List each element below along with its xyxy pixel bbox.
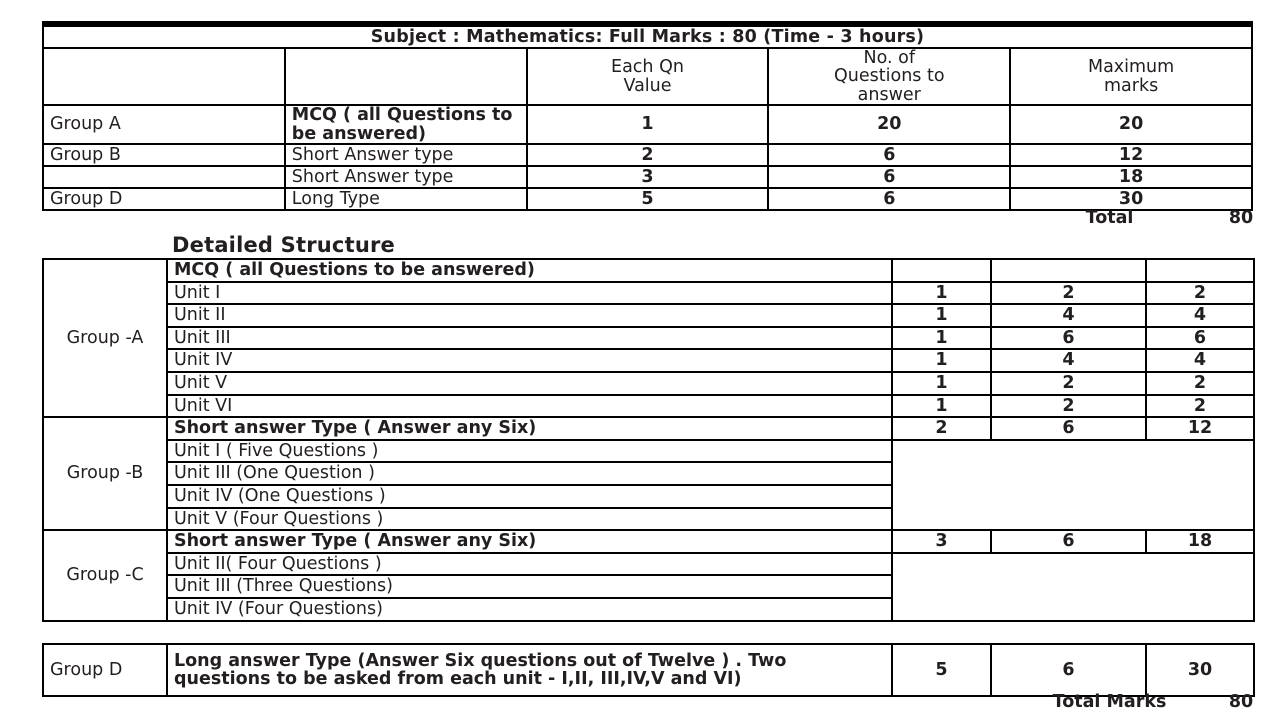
row-each-qn-value: 3 xyxy=(527,166,769,188)
row-each-qn-value: 1 xyxy=(892,395,991,418)
table-row xyxy=(43,144,1252,166)
summary-total-label: Total xyxy=(1085,208,1134,228)
row-maximum-marks: 18 xyxy=(1010,166,1252,188)
row-no-of-questions xyxy=(991,259,1146,282)
group-d-description-line2: questions to be asked from each unit - I,II, III,IV,V and VI) xyxy=(174,669,742,689)
row-description: MCQ ( all Questions to be answered) xyxy=(285,105,527,144)
group-d-maximum-marks: 30 xyxy=(1146,644,1254,696)
row-description: Unit V (Four Questions ) xyxy=(167,508,892,531)
row-each-qn-value: 3 xyxy=(892,530,991,553)
header-no-of-questions-line2: Questions to xyxy=(834,66,945,87)
row-maximum-marks xyxy=(1146,259,1254,282)
row-maximum-marks: 18 xyxy=(1146,530,1254,553)
table-row xyxy=(43,644,1254,696)
header-maximum-marks-line1: Maximum xyxy=(1087,57,1175,78)
table-row xyxy=(43,105,1252,144)
row-maximum-marks: 30 xyxy=(1010,188,1252,210)
row-description: Short answer Type ( Answer any Six) xyxy=(167,417,892,440)
group-d-description-line1: Long answer Type (Answer Six questions out of Twelve ) . Two xyxy=(174,650,787,671)
group-d-description xyxy=(167,644,892,696)
summary-total-value: 80 xyxy=(1228,208,1254,228)
group-b-blank-cell xyxy=(892,440,1254,530)
header-each-qn-value xyxy=(527,48,769,105)
table-row xyxy=(43,372,1254,395)
header-no-of-questions-line3: answer xyxy=(857,84,921,105)
table-row xyxy=(43,530,1254,553)
row-no-of-questions: 6 xyxy=(991,417,1146,440)
detailed-structure-table-body xyxy=(43,259,1254,621)
group-d-no-of-questions: 6 xyxy=(991,644,1146,696)
table-row xyxy=(43,304,1254,327)
row-each-qn-value: 1 xyxy=(527,105,769,144)
table-row xyxy=(43,188,1252,210)
row-description: Short Answer type xyxy=(285,166,527,188)
row-each-qn-value: 1 xyxy=(892,282,991,305)
row-maximum-marks: 2 xyxy=(1146,282,1254,305)
row-each-qn-value xyxy=(892,259,991,282)
row-no-of-questions: 6 xyxy=(991,327,1146,350)
row-no-of-questions: 6 xyxy=(768,144,1010,166)
row-description: Unit II( Four Questions ) xyxy=(167,553,892,576)
table-row xyxy=(43,327,1254,350)
row-maximum-marks: 4 xyxy=(1146,349,1254,372)
row-each-qn-value: 5 xyxy=(527,188,769,210)
row-no-of-questions: 4 xyxy=(991,304,1146,327)
column-header-row xyxy=(43,48,1252,105)
header-maximum-marks xyxy=(1010,48,1252,105)
grand-total-value: 80 xyxy=(1228,692,1254,712)
group-d-label: Group D xyxy=(43,644,167,696)
group-d-table xyxy=(42,643,1255,697)
row-no-of-questions: 6 xyxy=(768,166,1010,188)
row-no-of-questions: 2 xyxy=(991,282,1146,305)
table-row xyxy=(43,166,1252,188)
table-row xyxy=(43,417,1254,440)
row-each-qn-value: 2 xyxy=(527,144,769,166)
row-description: Unit IV xyxy=(167,349,892,372)
row-each-qn-value: 1 xyxy=(892,349,991,372)
header-group-blank xyxy=(43,48,285,105)
row-group-label xyxy=(43,166,285,188)
row-description: Unit II xyxy=(167,304,892,327)
row-maximum-marks: 2 xyxy=(1146,395,1254,418)
group-c-blank-cell xyxy=(892,553,1254,621)
row-description: Unit III xyxy=(167,327,892,350)
header-each-qn-value-line2: Value xyxy=(623,75,672,96)
header-no-of-questions-line1: No. of xyxy=(863,48,916,68)
row-description: Short Answer type xyxy=(285,144,527,166)
row-description: Unit V xyxy=(167,372,892,395)
row-each-qn-value: 1 xyxy=(892,372,991,395)
row-description: Long Type xyxy=(285,188,527,210)
row-description: MCQ ( all Questions to be answered) xyxy=(167,259,892,282)
row-each-qn-value: 1 xyxy=(892,327,991,350)
row-group-label: Group -C xyxy=(43,530,167,620)
row-no-of-questions: 4 xyxy=(991,349,1146,372)
row-group-label: Group A xyxy=(43,105,285,144)
detailed-structure-table xyxy=(42,258,1255,622)
group-d-each-qn-value: 5 xyxy=(892,644,991,696)
header-description-blank xyxy=(285,48,527,105)
summary-total-row xyxy=(42,208,1253,230)
row-description: Unit III (One Question ) xyxy=(167,462,892,485)
table-row xyxy=(43,282,1254,305)
row-description: Unit VI xyxy=(167,395,892,418)
row-group-label: Group B xyxy=(43,144,285,166)
row-maximum-marks: 12 xyxy=(1010,144,1252,166)
row-each-qn-value: 2 xyxy=(892,417,991,440)
detailed-structure-heading: Detailed Structure xyxy=(172,233,395,257)
row-description: Unit III (Three Questions) xyxy=(167,575,892,598)
row-no-of-questions: 2 xyxy=(991,395,1146,418)
row-group-label: Group D xyxy=(43,188,285,210)
table-row xyxy=(43,440,1254,463)
row-description: Unit IV (One Questions ) xyxy=(167,485,892,508)
summary-table xyxy=(42,25,1253,211)
header-each-qn-value-line1: Each Qn xyxy=(611,57,684,78)
subject-title: Subject : Mathematics: Full Marks : 80 (Time - 3 hours) xyxy=(43,26,1252,48)
row-maximum-marks: 12 xyxy=(1146,417,1254,440)
row-maximum-marks: 20 xyxy=(1010,105,1252,144)
row-description: Unit I ( Five Questions ) xyxy=(167,440,892,463)
row-no-of-questions: 20 xyxy=(768,105,1010,144)
summary-table-body xyxy=(43,105,1252,210)
row-no-of-questions: 6 xyxy=(991,530,1146,553)
row-maximum-marks: 6 xyxy=(1146,327,1254,350)
row-description: Unit IV (Four Questions) xyxy=(167,598,892,621)
row-no-of-questions: 6 xyxy=(768,188,1010,210)
grand-total-row xyxy=(42,692,1253,714)
row-description: Short answer Type ( Answer any Six) xyxy=(167,530,892,553)
grand-total-label: Total Marks xyxy=(1052,692,1167,712)
table-row xyxy=(43,349,1254,372)
title-row xyxy=(43,26,1252,48)
row-group-label: Group -B xyxy=(43,417,167,530)
row-no-of-questions: 2 xyxy=(991,372,1146,395)
row-description: Unit I xyxy=(167,282,892,305)
row-group-label: Group -A xyxy=(43,259,167,417)
table-row xyxy=(43,395,1254,418)
row-each-qn-value: 1 xyxy=(892,304,991,327)
header-no-of-questions xyxy=(768,48,1010,105)
header-maximum-marks-line2: marks xyxy=(1103,75,1159,96)
table-row xyxy=(43,553,1254,576)
row-maximum-marks: 4 xyxy=(1146,304,1254,327)
table-row xyxy=(43,259,1254,282)
row-maximum-marks: 2 xyxy=(1146,372,1254,395)
